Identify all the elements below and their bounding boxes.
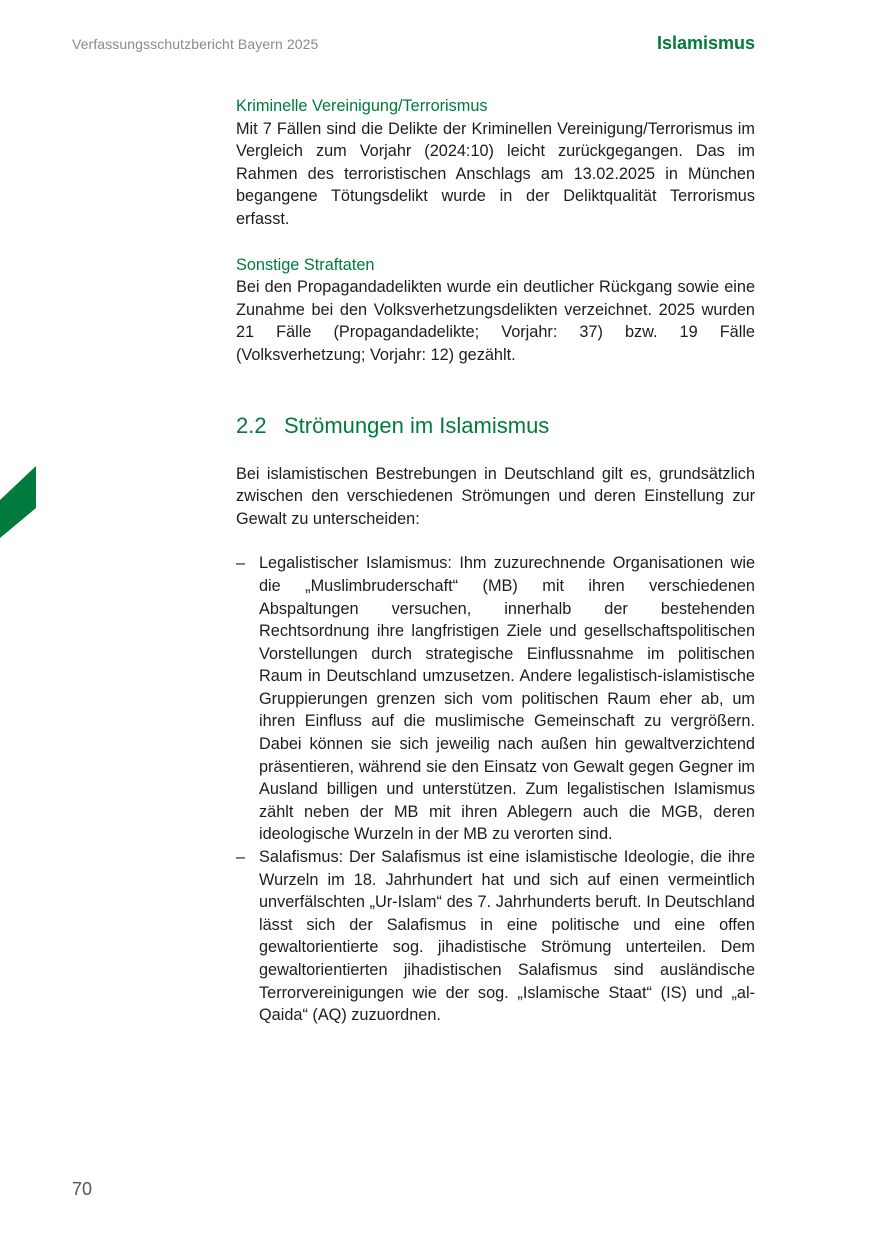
- paragraph-sonstige-straftaten: Bei den Propagandadelikten wurde ein deutlicher Rückgang sowie eine Zunahme bei den Volksverhetzungsdelikten verzeichnet. 2025 wurden 21 Fälle (Propagandadelikte; Vorjahr: 37) bzw. 19 Fälle (Volksverhetzung; Vorjahr: 12) gezählt.: [236, 278, 755, 364]
- running-header-chapter: Islamismus: [656, 33, 755, 53]
- list-item-salafismus: [236, 846, 755, 1027]
- chapter-marker-tab: [0, 466, 36, 538]
- section-number: 2.2: [236, 412, 267, 438]
- section-heading: [236, 411, 755, 441]
- subheading-sonstige-straftaten: Sonstige Straftaten: [236, 255, 375, 274]
- paragraph-kriminelle-vereinigung: Mit 7 Fällen sind die Delikte der Kriminellen Vereinigung/Terrorismus im Vergleich zum Vorjahr (2024:10) leicht zurückgegangen. Das im Rahmen des terroristischen Anschlags am 13.02.2025 in München begangene Tötungsdelikt wurde in der Deliktqualität Terrorismus erfasst.: [236, 119, 755, 228]
- currents-list: [236, 552, 755, 1026]
- list-item-legalistischer-islamismus: [236, 552, 755, 846]
- page-content: [236, 95, 755, 1027]
- running-header-publication: Verfassungsschutzbericht Bayern 2025: [72, 36, 319, 52]
- list-item-text: Legalistischer Islamismus: Ihm zuzurechnende Organisationen wie die „Muslimbruderschaft“ (MB) mit ihren verschiedenen Abspaltungen versuchen, innerhalb der bestehenden Rechtsordnung ihre langfristigen Ziele und gesellschaftspolitischen Vorstellungen durch strategische Einflussnahme im politischen Raum in Deutschland umzusetzen. Andere legalistisch-islamistische Gruppierungen grenzen sich vom politischen Raum eher ab, um ihren Einfluss auf die muslimische Gemeinschaft zu vergrößern. Dabei können sie sich jeweilig nach außen hin gewaltverzichtend präsentieren, während sie den Einsatz von Gewalt gegen Gegner im Ausland billigen und unterstützen. Zum legalistischen Islamismus zählt neben der MB mit ihren Ablegern auch die MGB, deren ideologische Wurzeln in der MB zu verorten sind.: [259, 554, 755, 844]
- section-title: Strömungen im Islamismus: [284, 412, 550, 438]
- list-item-text: Salafismus: Der Salafismus ist eine islamistische Ideologie, die ihre Wurzeln im 18. Jahrhundert hat und sich auf einen vermeintlich unverfälschten „Ur-Islam“ des 7. Jahrhunderts beruft. In Deutschland lässt sich der Salafismus in eine politische und eine offen gewaltorientierte sog. jihadistische Strömung unterteilen. Dem gewaltorientierten jihadistischen Salafismus sind ausländische Terrorvereinigungen wie der sog. „Islamische Staat“ (IS) und „al-Qaida“ (AQ) zuzuordnen.: [259, 848, 755, 1025]
- dash-bullet: –: [236, 848, 246, 867]
- dash-bullet: –: [236, 554, 246, 573]
- section-intro: Bei islamistischen Bestrebungen in Deutschland gilt es, grundsätzlich zwischen den verschiedenen Strömungen und deren Einstellung zur Gewalt zu unterscheiden:: [236, 464, 755, 528]
- subheading-kriminelle-vereinigung: Kriminelle Vereinigung/Terrorismus: [236, 97, 488, 115]
- page-number: 70: [72, 1179, 93, 1199]
